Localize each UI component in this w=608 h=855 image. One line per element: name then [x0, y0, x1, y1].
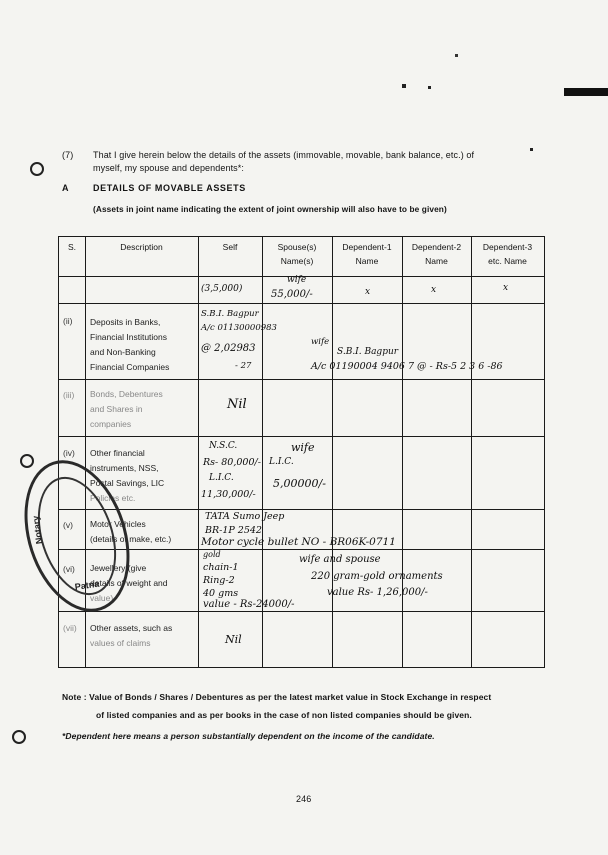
row1-number: (ii) [63, 316, 73, 326]
scan-dot [530, 148, 533, 151]
row1-self-line1: S.B.I. Bagpur [201, 309, 259, 319]
row0-dependent-2: x [431, 285, 437, 295]
row2-desc-line1: Bonds, Debentures [90, 389, 163, 399]
row1-spouse-label: wife [311, 337, 330, 347]
row-divider [59, 509, 544, 510]
row5-spouse-value: value Rs- 1,26,000/- [327, 587, 428, 598]
row5-self-line2: chain-1 [203, 562, 239, 573]
header-dependent-2: Dependent-2 [411, 242, 462, 252]
row5-number: (vi) [63, 564, 75, 574]
punch-hole-icon [28, 160, 46, 183]
row3-spouse-value: 5,00000/- [273, 477, 326, 490]
row1-desc-line1: Deposits in Banks, [90, 317, 161, 327]
row1-desc-line3: and Non-Banking [90, 347, 156, 357]
row-divider [59, 436, 544, 437]
row5-spouse-label: wife and spouse [299, 554, 381, 565]
row2-number: (iii) [63, 390, 75, 400]
note-line3: *Dependent here means a person substantially dependent on the income of the candidate. [62, 731, 435, 741]
row1-desc-line2: Financial Institutions [90, 332, 168, 342]
row6-self-value: Nil [225, 633, 242, 646]
row0-self-value: (3,5,000) [201, 284, 243, 294]
row2-description [90, 387, 200, 432]
row4-self-line1: TATA Sumo Jeep [205, 511, 285, 522]
row0-dependent-3: x [503, 283, 509, 293]
row0-spouse-value: 55,000/- [271, 289, 313, 300]
column-divider [402, 237, 403, 667]
column-divider [332, 237, 333, 667]
row2-self-value: Nil [227, 397, 247, 412]
row3-self-line4: 11,30,000/- [201, 489, 256, 500]
row0-spouse-label: wife [287, 275, 307, 285]
row3-desc-line2: instruments, NSS, [90, 463, 159, 473]
row3-self-line1: N.S.C. [209, 441, 238, 451]
row6-desc-line1: Other assets, such as [90, 623, 173, 633]
row6-number: (vii) [63, 623, 77, 633]
row3-spouse-label: wife [291, 441, 315, 454]
header-dependent-1-sub: Name [355, 256, 379, 266]
section-letter: A [62, 183, 69, 193]
row3-self-line3: L.I.C. [209, 473, 234, 483]
header-spouse-sub: Name(s) [280, 256, 314, 266]
row-divider [59, 379, 544, 380]
row-divider [59, 303, 544, 304]
header-dependent-3: Dependent-3 [482, 242, 533, 252]
scan-dot [402, 84, 406, 88]
row5-self-line4: 40 gms [203, 588, 239, 599]
movable-assets-table [58, 236, 545, 668]
row2-desc-line3: companies [90, 419, 132, 429]
row4-self-line2: BR-1P 2542 [205, 525, 262, 536]
row1-desc-line4: Financial Companies [90, 362, 170, 372]
row5-desc-line3: value) [90, 593, 114, 603]
scan-dot [428, 86, 431, 89]
intro-number: (7) [62, 150, 74, 160]
intro-text-line2: myself, my spouse and dependents*: [93, 163, 244, 173]
row6-description [90, 621, 200, 651]
row4-desc-line2: (details of make, etc.) [90, 534, 172, 544]
row4-self-line3: Motor cycle bullet NO - BR06K-0711 [201, 536, 396, 548]
row3-number: (iv) [63, 448, 75, 458]
row3-desc-line3: Postal Savings, LIC [90, 478, 165, 488]
header-sno: S. [67, 242, 77, 252]
note-line2: of listed companies and as per books in the case of non listed companies should be given. [96, 710, 472, 720]
header-dependent-1: Dependent-1 [342, 242, 392, 252]
row1-description [90, 315, 200, 375]
row0-dependent-1: x [365, 287, 371, 297]
row3-self-line2: Rs- 80,000/- [203, 457, 261, 468]
row6-desc-line2: values of claims [90, 638, 151, 648]
header-dependent-2-sub: Name [425, 256, 448, 266]
row5-self-line3: Ring-2 [203, 575, 235, 586]
row5-spouse-weight: 220 gram-gold ornaments [311, 571, 443, 582]
column-divider [471, 237, 472, 667]
section-heading: DETAILS OF MOVABLE ASSETS [93, 183, 246, 193]
row1-self-line3: @ 2,02983 [201, 343, 256, 354]
row-divider [59, 549, 544, 550]
notary-stamp-text-top: Notary [30, 515, 45, 545]
header-description: Description [120, 242, 163, 252]
row1-spouse-account: A/c 01190004 9406 7 @ - Rs-5 2 3 6 -86 [311, 361, 503, 372]
row5-self-line5: value - Rs-24000/- [203, 599, 295, 610]
row5-desc-line2: details of weight and [90, 578, 168, 588]
note-line1: Note : Value of Bonds / Shares / Debentures as per the latest market value in Stock Exchange in respect [62, 692, 492, 702]
row5-desc-line1: Jewellery (give [90, 563, 147, 573]
scan-edge-mark [564, 88, 608, 96]
scan-dot [455, 54, 458, 57]
header-self: Self [222, 242, 238, 252]
row2-desc-line2: and Shares in [90, 404, 143, 414]
row1-self-line4: - 27 [235, 361, 252, 371]
punch-hole-icon [10, 728, 28, 751]
punch-hole-icon [18, 452, 36, 475]
row3-desc-line1: Other financial [90, 448, 145, 458]
row1-self-line2: A/c 01130000983 [201, 323, 277, 333]
row-divider [59, 611, 544, 612]
section-subheading: (Assets in joint name indicating the extent of joint ownership will also have to be given) [93, 204, 447, 214]
notary-stamp-text-bottom: Patna [74, 578, 100, 592]
row3-desc-line4: Policies etc. [90, 493, 136, 503]
header-spouse: Spouse(s) [277, 242, 317, 252]
row5-self-line1: gold [203, 550, 221, 559]
row4-desc-line1: Motor Vehicles [90, 519, 146, 529]
row1-spouse-bank: S.B.I. Bagpur [337, 347, 399, 357]
header-dependent-3-sub: etc. Name [488, 256, 527, 266]
page-number: 246 [296, 794, 312, 804]
row3-spouse-policy: L.I.C. [269, 457, 294, 467]
intro-text-line1: That I give herein below the details of the assets (immovable, movable, bank balance, etc.) of [93, 150, 475, 160]
row4-number: (v) [63, 520, 73, 530]
